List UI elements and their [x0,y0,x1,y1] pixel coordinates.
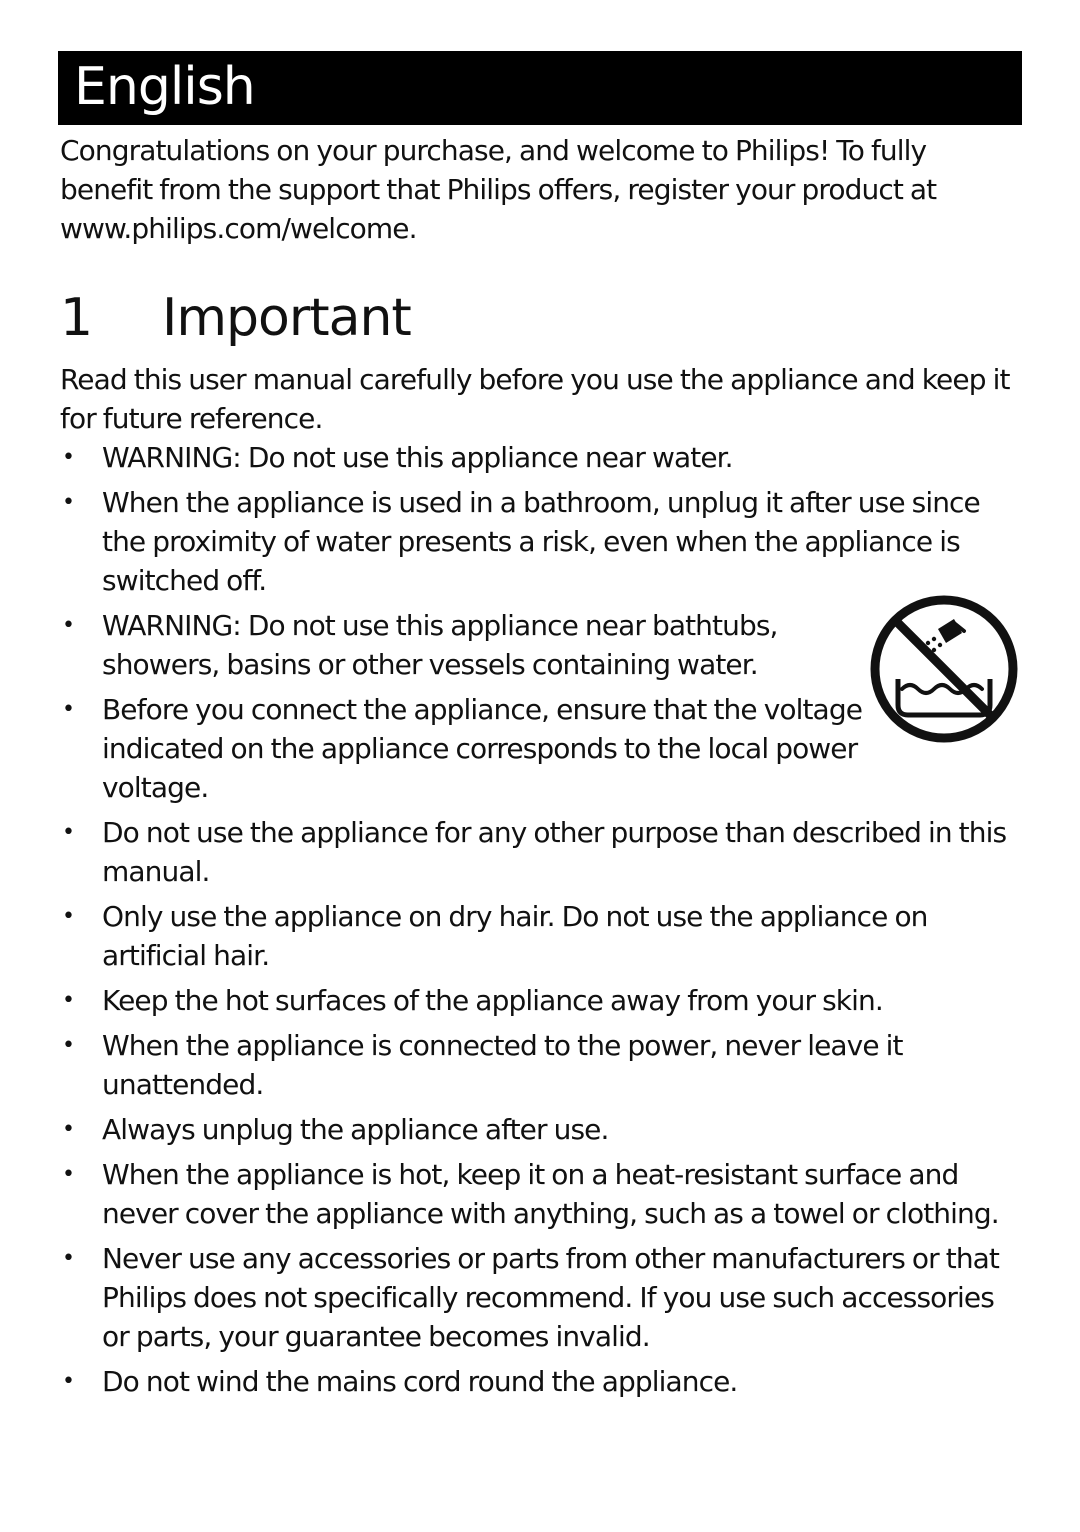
section-lead-paragraph: Read this user manual carefully before you use the appliance and keep it for future reference. [60,363,1010,435]
bullet: • [62,697,75,722]
list-item-text: When the appliance is used in a bathroom, unplug it after use since the proximity of water presents a risk, even when the appliance is switched off. [102,486,980,597]
list-item-text: Before you connect the appliance, ensure that the voltage indicated on the appliance corresponds to the local power voltage. [102,693,863,804]
list-item-text: When the appliance is hot, keep it on a heat-resistant surface and never cover the appliance with anything, such as a towel or clothing. [102,1158,999,1230]
bullet: • [62,820,75,845]
list-item-text: When the appliance is connected to the power, never leave it unattended. [102,1029,903,1101]
section-title: Important [162,288,411,348]
list-item [60,813,1025,891]
list-item-text: WARNING: Do not use this appliance near water. [102,441,733,474]
list-item-text: Keep the hot surfaces of the appliance away from your skin. [102,984,883,1017]
list-item [60,483,1025,600]
list-item-text: Never use any accessories or parts from other manufacturers or that Philips does not specifically recommend. If you use such accessories or parts, your guarantee becomes invalid. [102,1242,999,1353]
list-item [60,1026,1025,1104]
list-item-text: Do not use the appliance for any other purpose than described in this manual. [102,816,1007,888]
list-item [60,1110,1025,1149]
no-water-near-bath-shower-icon [868,593,1020,745]
bullet: • [62,1246,75,1271]
list-item [60,438,1025,477]
section-number: 1 [60,288,93,348]
bullet: • [62,904,75,929]
intro-paragraph: Congratulations on your purchase, and welcome to Philips! To fully benefit from the support that Philips offers, register your product at www.philips.com/welcome. [60,134,937,245]
list-item-text: Do not wind the mains cord round the appliance. [102,1365,738,1398]
list-item [60,1239,1025,1356]
language-header-bar [58,51,1022,125]
bullet: • [62,988,75,1013]
safety-list [60,438,1025,1401]
list-item [60,1362,1025,1401]
bullet: • [62,1369,75,1394]
list-item-text: Always unplug the appliance after use. [102,1113,609,1146]
language-title: English [74,57,255,117]
bullet: • [62,1117,75,1142]
section-content [60,360,1025,1401]
section-heading [60,286,411,350]
list-item-text: WARNING: Do not use this appliance near bathtubs, showers, basins or other vessels containing water. [102,609,778,681]
list-item-text: Only use the appliance on dry hair. Do not use the appliance on artificial hair. [102,900,928,972]
bullet: • [62,1033,75,1058]
bullet: • [62,613,75,638]
list-item [60,1155,1025,1233]
list-item [60,897,1025,975]
bullet: • [62,1162,75,1187]
bullet: • [62,445,75,470]
list-item [60,981,1025,1020]
bullet: • [62,490,75,515]
